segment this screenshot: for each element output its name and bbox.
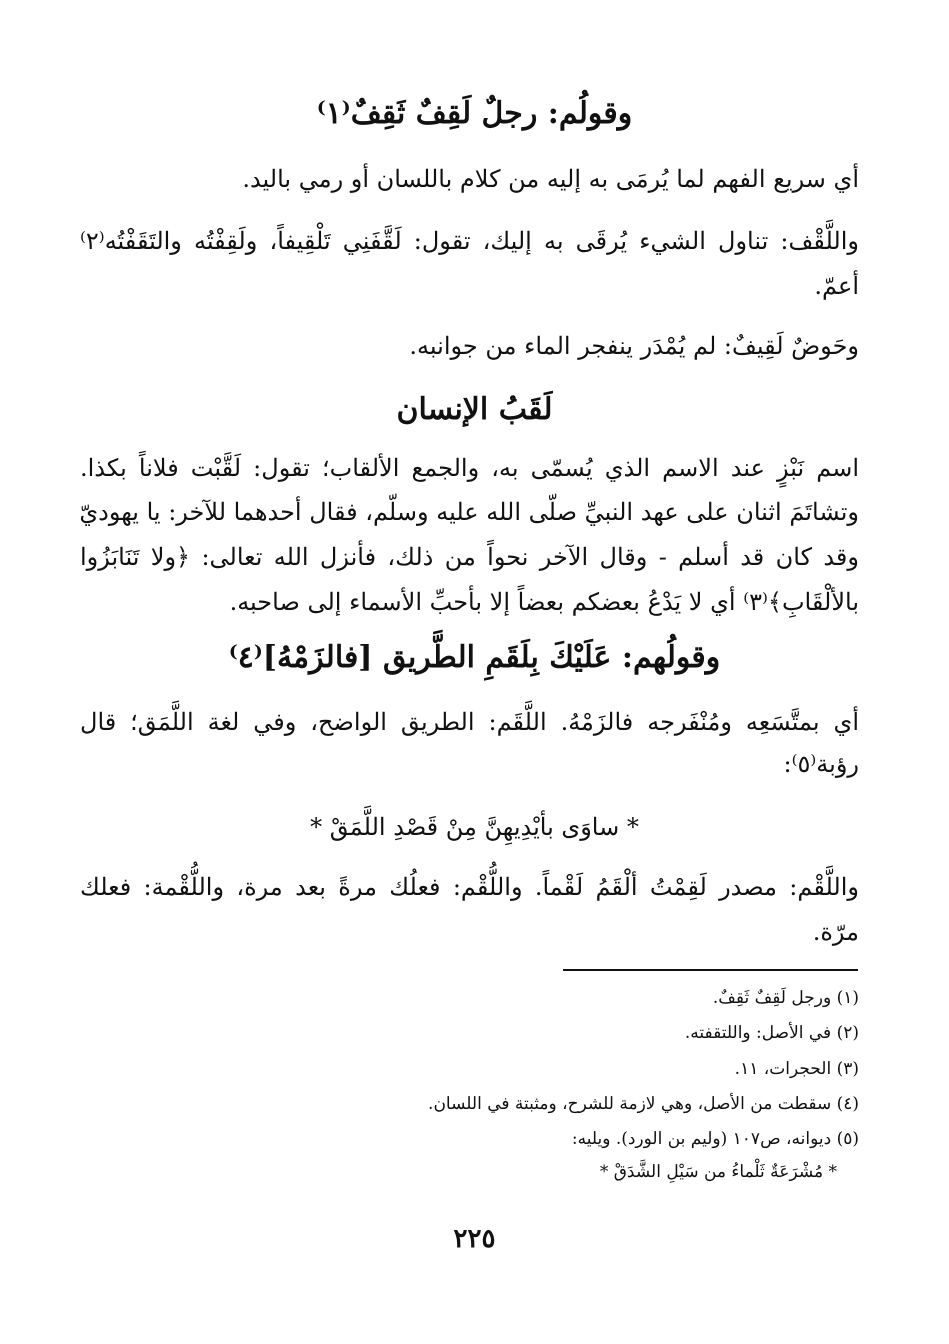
paragraph-line: وقد كان قد أسلم - وقال الآخر نحواً من ذلك، فأنزل الله تعالى: ﴿ولا تَنَابَزُوا <box>80 543 859 571</box>
footnote: (٤) سقطت من الأصل، وهي لازمة للشرح، ومثبتة في اللسان. <box>428 1094 859 1114</box>
footnote-verse: * مُشْرَعَةٌ ثَلْماءُ من سَيْلِ الشَّدَقْ * <box>599 1162 837 1182</box>
footnote: (٣) الحجرات، ١١. <box>734 1059 859 1079</box>
paragraph-line: رؤبة⁽٥⁾: <box>783 750 859 778</box>
heading-laqab: لَقَبُ الإنسان <box>396 392 553 427</box>
paragraph-line: واللَّقْم: مصدر لَقِمْتُ ألْقَمُ لَقْماً. واللُّقْم: فعلُك مرةً بعد مرة، واللُّقْمة: فعلك <box>80 873 859 901</box>
footnote: (٥) ديوانه، ص١٠٧ (وليم بن الورد). ويليه: <box>571 1129 859 1149</box>
footnote: (٢) في الأصل: واللتقفته. <box>684 1023 859 1043</box>
heading-laqam: وقولُهم: عَلَيْكَ بِلَقَمِ الطَّريق [فالزَمْهُ]⁽٤⁾ <box>228 640 721 675</box>
paragraph-line: أي بمتَّسَعِه ومُنْفَرجه فالزَمْهُ. اللَّقَم: الطريق الواضح، وفي لغة اللَّمَق؛ قال <box>80 708 859 736</box>
paragraph-line: بالألْقَابِ﴾⁽٣⁾ أي لا يَدْعُ بعضكم بعضاً إلا بأحبِّ الأسماء إلى صاحبه. <box>229 588 859 616</box>
paragraph-line: وتشاتَمَ اثنان على عهد النبيِّ صلّى الله عليه وسلّم، فقال أحدهما للآخر: يا يهوديّ <box>79 498 859 526</box>
paragraph-line: أي سريع الفهم لما يُرمَى به إليه من كلام باللسان أو رمي باليد. <box>242 165 859 193</box>
paragraph-line: وحَوضٌ لَقِيفٌ: لم يُمْدَر ينفجر الماء من جوانبه. <box>409 332 859 360</box>
paragraph-line: واللَّقْف: تناول الشيء يُرقَى به إليك، تقول: لَقَّفَنِي تَلْقِيفاً، ولَقِفْتُه والتَقَفْتُه⁽٢⁾ <box>80 227 859 255</box>
footnote-divider <box>563 969 858 971</box>
heading-laqif: وقولُم: رجلٌ لَقِفٌ ثَقِفٌ⁽١⁾ <box>316 96 633 131</box>
paragraph-line: اسم نَبْزٍ عند الاسم الذي يُسمّى به، والجمع الألقاب؛ تقول: لَقَّبْت فلاناً بكذا. <box>80 454 859 482</box>
footnote: (١) ورجل لَقِفٌ ثَقِفٌ. <box>712 988 859 1008</box>
verse-line: * ساوَى بأيْدِيهِنَّ مِنْ قَصْدِ اللَّمَقْ * <box>310 813 639 841</box>
paragraph-line: مرّة. <box>812 918 859 946</box>
page-number: ٢٢٥ <box>453 1224 496 1254</box>
paragraph-line: أعمّ. <box>814 272 859 300</box>
